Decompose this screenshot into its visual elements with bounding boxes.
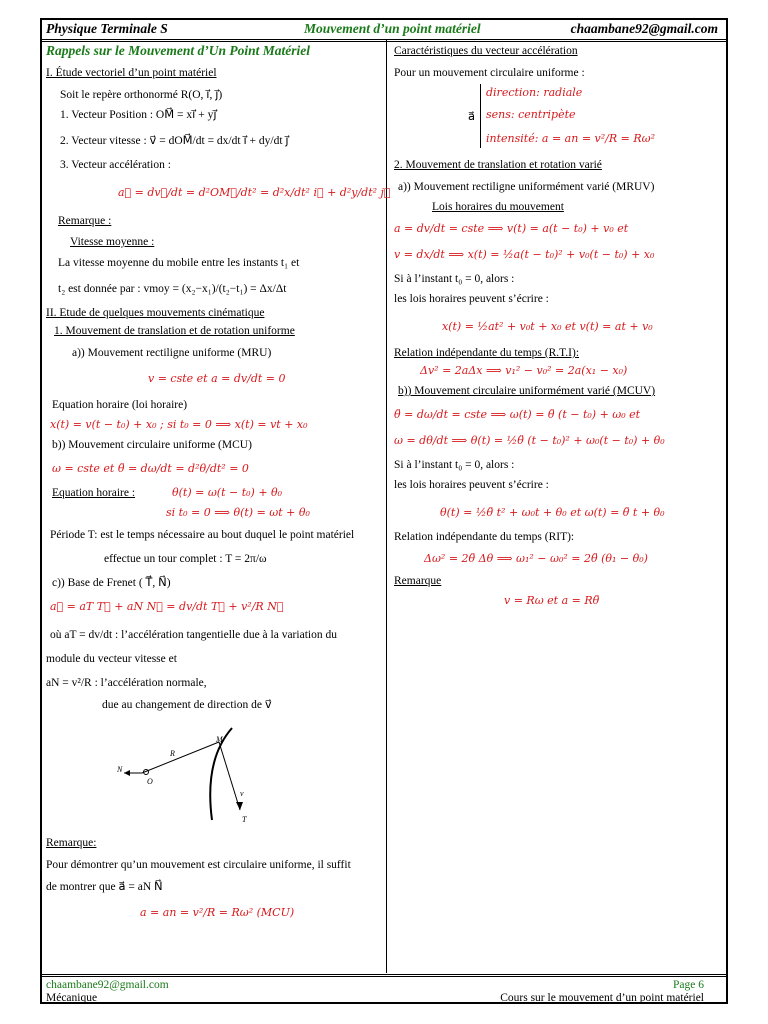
- a-vector-symbol: a⃗: [468, 111, 476, 123]
- heading-etude-vectoriel: I. Étude vectoriel d’un point matériel: [46, 67, 217, 79]
- acc-sens: sens: centripète: [486, 108, 576, 121]
- footer-subject: Mécanique: [46, 992, 98, 1004]
- frenet-diagram: [112, 720, 272, 830]
- column-divider: [386, 40, 387, 973]
- remarque2-heading: Remarque:: [46, 837, 97, 849]
- text-si-t0b: Si à l’instant t₀ = 0, alors :: [394, 459, 515, 471]
- fig-label-N: N⃗: [117, 765, 129, 774]
- rem-text1: Pour démontrer qu’un mouvement est circulaire uniforme, il suffit: [46, 859, 351, 871]
- eq-mcuv2: ω = dθ/dt ⟹ θ(t) = ½θ̈ (t − t₀)² + ω₀(t − t₀) + θ₀: [394, 434, 665, 447]
- heading-frenet: c)) Base de Frenet ( T⃗, N⃗): [52, 577, 171, 589]
- eq-mcu-law: θ(t) = ω(t − t₀) + θ₀: [172, 486, 283, 499]
- heading-rti: Relation indépendante du temps (R.T.I):: [394, 347, 580, 359]
- fig-label-R: R: [170, 749, 175, 758]
- fig-label-v: v⃗: [240, 789, 250, 798]
- rem-text2: de montrer que a⃗ = aN N⃗: [46, 881, 163, 893]
- header-center: Mouvement d’un point matériel: [304, 21, 481, 36]
- header-right: chaambane92@gmail.com: [570, 21, 718, 36]
- remarque-heading: Remarque :: [58, 215, 112, 227]
- vmoy-text1: La vitesse moyenne du mobile entre les instants t₁ et: [58, 257, 300, 269]
- label-acceleration: 3. Vecteur accélération :: [60, 159, 171, 171]
- label-equation-horaire-mcu: Equation horaire :: [52, 487, 136, 499]
- eq-mcu: ω = cste et θ̈ = dω/dt = d²θ/dt² = 0: [52, 462, 249, 475]
- tangent-vector: [219, 742, 240, 810]
- fig-label-T: T⃗: [242, 815, 253, 824]
- fig-label-O: O: [147, 777, 153, 786]
- eq-rit: Δω² = 2θ̈ Δθ ⟹ ω₁² − ω₀² = 2θ̈ (θ₁ − θ₀): [424, 552, 648, 565]
- heading-mru: a)) Mouvement rectiligne uniforme (MRU): [72, 347, 272, 359]
- header-left: Physique Terminale S: [46, 21, 168, 36]
- acc-intensite: intensité: a = an = v²/R = Rω²: [486, 132, 656, 145]
- heading-caracteristiques: Caractéristiques du vecteur accélération: [394, 45, 578, 57]
- label-equation-horaire: Equation horaire (loi horaire): [52, 399, 188, 411]
- eq-remarque-right: v = Rω et a = Rθ̈: [504, 594, 600, 607]
- eq-frenet: a⃗ = aT T⃗ + aN N⃗ = dv/dt T⃗ + v²/R N⃗: [50, 600, 284, 613]
- text-repere: Soit le repère orthonormé R(O, i⃗, j⃗): [60, 89, 223, 101]
- page-footer: [42, 974, 726, 1005]
- brace-line: [480, 84, 481, 148]
- remarque-right-heading: Remarque: [394, 575, 442, 587]
- text-lois-ecrire2: les lois horaires peuvent s’écrire :: [394, 479, 549, 491]
- section-title: Rappels sur le Mouvement d’Un Point Matériel: [46, 43, 311, 58]
- eq-rem: a = an = v²/R = Rω² (MCU): [140, 906, 295, 919]
- text-caracteristiques: Pour un mouvement circulaire uniforme :: [394, 67, 585, 79]
- text-periode2: effectue un tour complet : T = 2π/ω: [104, 553, 267, 565]
- eq-mcuv3: θ(t) = ½θ̈ t² + ω₀t + θ₀ et ω(t) = θ̈ t + θ₀: [440, 506, 665, 519]
- text-periode: Période T: est le temps nécessaire au bout duquel le point matériel: [50, 529, 355, 541]
- eq-position: 1. Vecteur Position : OM⃗ = xi⃗ + yj⃗: [60, 109, 217, 121]
- footer-course: Cours sur le mouvement d’un point matériel: [500, 992, 704, 1004]
- eq-mcu-law2: si t₀ = 0 ⟹ θ(t) = ωt + θ₀: [166, 506, 310, 519]
- vmoy-text2: t₂ est donnée par : vmoy = (x₂−x₁)/(t₂−t₁) = Δx/Δt: [58, 283, 287, 295]
- heading-translation-varie: 2. Mouvement de translation et rotation varié: [394, 159, 602, 171]
- footer-email: chaambane92@gmail.com: [46, 979, 169, 991]
- footer-page: Page 6: [673, 979, 704, 991]
- eq-rti: Δv² = 2aΔx ⟹ v₁² − v₀² = 2a(x₁ − x₀): [420, 364, 628, 377]
- eq-acceleration: a⃗ = dv⃗/dt = d²OM⃗/dt² = d²x/dt² i⃗ + d²y/dt² j⃗: [118, 186, 391, 199]
- heading-mcuv: b)) Mouvement circulaire uniformément varié (MCUV): [398, 385, 656, 397]
- eq-mcuv1: θ̈ = dω/dt = cste ⟹ ω(t) = θ̈ (t − t₀) + ω₀ et: [394, 408, 641, 421]
- text-an2: due au changement de direction de v⃗: [102, 699, 272, 711]
- heading-mcu: b)) Mouvement circulaire uniforme (MCU): [52, 439, 252, 451]
- vitesse-moyenne-heading: Vitesse moyenne :: [70, 236, 155, 248]
- eq-mruv1: a = dv/dt = cste ⟹ v(t) = a(t − t₀) + v₀ et: [394, 222, 629, 235]
- text-at2: module du vecteur vitesse et: [46, 653, 177, 665]
- page-header: [42, 19, 726, 42]
- radius-line: [142, 742, 219, 773]
- heading-rit: Relation indépendante du temps (RIT):: [394, 531, 575, 543]
- heading-mruv: a)) Mouvement rectiligne uniformément varié (MRUV): [398, 181, 655, 193]
- eq-mruv3: x(t) = ½at² + v₀t + x₀ et v(t) = at + v₀: [442, 320, 653, 333]
- fig-label-M: M: [216, 735, 223, 744]
- text-si-t0: Si à l’instant t₀ = 0, alors :: [394, 273, 515, 285]
- eq-vitesse: 2. Vecteur vitesse : v⃗ = dOM⃗/dt = dx/dt i⃗ + dy/dt j⃗: [60, 135, 289, 147]
- text-lois-ecrire: les lois horaires peuvent s’écrire :: [394, 293, 549, 305]
- heading-translation-rotation: 1. Mouvement de translation et de rotation uniforme: [54, 325, 295, 337]
- acc-direction: direction: radiale: [486, 86, 583, 99]
- eq-mru-law: x(t) = v(t − t₀) + x₀ ; si t₀ = 0 ⟹ x(t) = vt + x₀: [50, 418, 308, 431]
- text-at: où aT = dv/dt : l’accélération tangentielle due à la variation du: [50, 629, 337, 641]
- eq-mruv2: v = dx/dt ⟹ x(t) = ½a(t − t₀)² + v₀(t − t₀) + x₀: [394, 248, 655, 261]
- eq-mru: v = cste et a = dv/dt = 0: [148, 372, 286, 385]
- heading-lois-horaires: Lois horaires du mouvement: [432, 201, 564, 213]
- heading-etude-mouvements: II. Etude de quelques mouvements cinématique: [46, 307, 265, 319]
- text-an: aN = v²/R : l’accélération normale,: [46, 677, 207, 689]
